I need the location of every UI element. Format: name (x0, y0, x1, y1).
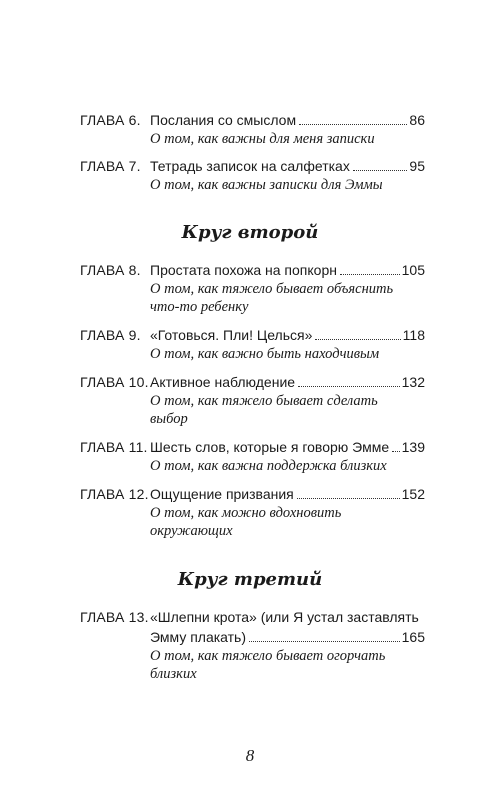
chapter-title: Активное наблюдение (150, 374, 296, 390)
subtitle-line: О том, как важны записки для Эммы (150, 177, 383, 193)
toc-entry-chapter-9 (80, 325, 425, 363)
dot-leader (353, 169, 408, 171)
toc-entry-chapter-10 (80, 372, 425, 428)
subtitle-line: выбор (150, 411, 188, 427)
page-number: 118 (402, 327, 425, 343)
subtitle-line: О том, как тяжело бывает огорчать (150, 648, 386, 664)
dot-leader (340, 273, 400, 275)
chapter-subtitle (150, 176, 425, 194)
subtitle-line: О том, как тяжело бывает сделать (150, 393, 378, 409)
page-number: 86 (409, 112, 425, 128)
chapter-subtitle (150, 504, 425, 540)
chapter-number: ГЛАВА 6. (80, 112, 141, 128)
page-number: 132 (401, 374, 425, 390)
dot-leader (249, 640, 400, 642)
subtitle-line: окружающих (150, 523, 233, 539)
subtitle-line: О том, как важны для меня записки (150, 131, 375, 147)
dot-leader (299, 123, 407, 125)
chapter-title: «Шлепни крота» (или Я устал заставлять (150, 609, 419, 625)
page-folio-number: 8 (245, 746, 255, 765)
subtitle-line: близких (150, 666, 197, 682)
page-number: 152 (401, 486, 425, 502)
chapter-title: Тетрадь записок на салфетках (150, 158, 350, 174)
dot-leader (315, 338, 400, 340)
chapter-title-continued: Эмму плакать) (150, 629, 247, 645)
chapter-number: ГЛАВА 12. (80, 486, 149, 502)
subtitle-line: О том, как можно вдохновить (150, 505, 342, 521)
page-number: 105 (401, 262, 425, 278)
chapter-number: ГЛАВА 7. (80, 158, 141, 174)
dot-leader (392, 450, 400, 452)
chapter-subtitle (150, 647, 425, 683)
chapter-title: Ощущение призвания (150, 486, 294, 502)
subtitle-line: О том, как важна поддержка близких (150, 458, 387, 474)
toc-entry-chapter-11 (80, 437, 425, 475)
chapter-number: ГЛАВА 10. (80, 374, 149, 390)
chapter-title: Шесть слов, которые я говорю Эмме (150, 439, 389, 455)
page-number: 165 (401, 629, 425, 645)
chapter-subtitle (150, 280, 425, 316)
chapter-number: ГЛАВА 8. (80, 262, 141, 278)
dot-leader (297, 497, 400, 499)
chapter-subtitle (150, 130, 425, 148)
chapter-subtitle (150, 392, 425, 428)
page-number: 95 (409, 158, 425, 174)
subtitle-line: что-то ребенку (150, 299, 249, 315)
chapter-subtitle (150, 345, 425, 363)
toc-entry-chapter-7 (80, 156, 425, 194)
dot-leader (298, 385, 400, 387)
chapter-number: ГЛАВА 11. (80, 439, 148, 455)
section-heading-second: Круг второй (181, 222, 319, 243)
chapter-number: ГЛАВА 9. (80, 327, 141, 343)
subtitle-line: О том, как тяжело бывает объяснить (150, 281, 394, 297)
page-number: 139 (401, 439, 425, 455)
chapter-subtitle (150, 457, 425, 475)
chapter-title: Послания со смыслом (150, 112, 297, 128)
toc-entry-chapter-6 (80, 110, 425, 148)
toc-entry-chapter-13 (80, 607, 425, 683)
toc-entry-chapter-12 (80, 484, 425, 540)
subtitle-line: О том, как важно быть находчивым (150, 346, 380, 362)
chapter-title: Простата похожа на попкорн (150, 262, 337, 278)
chapter-title: «Готовься. Пли! Целься» (150, 327, 313, 343)
toc-entry-chapter-8 (80, 260, 425, 316)
section-heading-third: Круг третий (177, 569, 323, 590)
chapter-number: ГЛАВА 13. (80, 609, 149, 625)
